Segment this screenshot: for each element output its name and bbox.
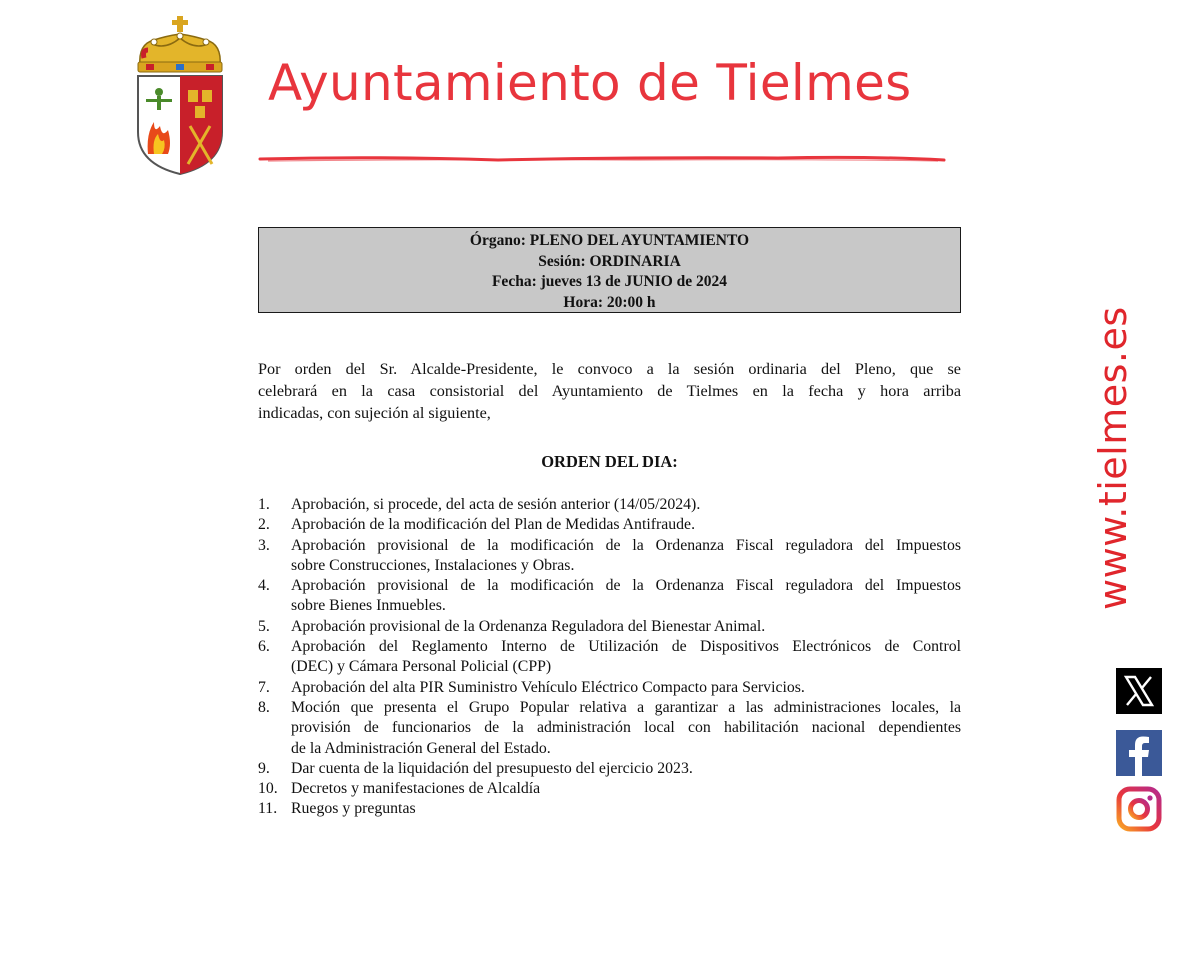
agenda-item-line: Aprobación provisional de la modificación de la Ordenanza Fiscal reguladora del Impuestos — [291, 577, 961, 595]
intro-line: celebrará en la casa consistorial del Ayuntamiento de Tielmes en la fecha y hora arriba — [258, 382, 961, 400]
agenda-item-line: Aprobación del alta PIR Suministro Vehículo Eléctrico Compacto para Servicios. — [291, 678, 805, 696]
website-link[interactable]: www.tielmes.es — [1091, 306, 1135, 610]
agenda-item-number: 6. — [258, 638, 270, 656]
agenda-item-text — [291, 759, 961, 779]
agenda-item-text — [291, 536, 961, 577]
agenda-item-line: Aprobación provisional de la Ordenanza Reguladora del Bienestar Animal. — [291, 617, 766, 635]
agenda-item — [258, 779, 961, 799]
agenda-item-text — [291, 617, 961, 637]
agenda-item-line: (DEC) y Cámara Personal Policial (CPP) — [291, 658, 552, 676]
session-info-box — [258, 227, 961, 313]
x-icon[interactable] — [1116, 668, 1162, 714]
agenda-item-number: 1. — [258, 496, 270, 513]
agenda-item-line: sobre Bienes Inmuebles. — [291, 597, 446, 615]
agenda-list — [258, 495, 961, 820]
agenda-item — [258, 799, 961, 819]
agenda-item-text — [291, 637, 961, 678]
agenda-item — [258, 515, 961, 535]
agenda-title: ORDEN DEL DIA: — [541, 452, 678, 471]
agenda-item-number: 2. — [258, 516, 270, 534]
intro-line: indicadas, con sujeción al siguiente, — [258, 404, 491, 422]
agenda-item — [258, 495, 961, 515]
agenda-item — [258, 536, 961, 577]
agenda-item — [258, 759, 961, 779]
coat-of-arms-icon — [132, 14, 228, 176]
intro-paragraph — [258, 358, 961, 424]
agenda-item — [258, 678, 961, 698]
agenda-item-line: sobre Construcciones, Instalaciones y Obras. — [291, 556, 575, 574]
agenda-item-text — [291, 678, 961, 698]
page-title: Ayuntamiento de Tielmes — [268, 54, 912, 112]
agenda-item — [258, 617, 961, 637]
session-date: Fecha: jueves 13 de JUNIO de 2024 — [491, 273, 728, 290]
instagram-icon[interactable] — [1116, 786, 1162, 832]
agenda-item-line: Aprobación del Reglamento Interno de Utilización de Dispositivos Electrónicos de Control — [291, 638, 961, 656]
agenda-item-text — [291, 495, 961, 515]
agenda-item-line: Aprobación de la modificación del Plan de Medidas Antifraude. — [291, 516, 696, 534]
agenda-item-line: Aprobación, si procede, del acta de sesión anterior (14/05/2024). — [291, 496, 701, 513]
agenda-item-number: 9. — [258, 759, 270, 777]
title-underline — [258, 152, 946, 166]
agenda-item-number: 5. — [258, 617, 270, 635]
intro-line: Por orden del Sr. Alcalde-Presidente, le convoco a la sesión ordinaria del Pleno, que se — [258, 360, 961, 378]
agenda-item-line: provisión de funcionarios de la administración local con habilitación nacional dependientes — [291, 719, 961, 737]
agenda-item-text — [291, 576, 961, 617]
agenda-item-line: de la Administración General del Estado. — [291, 739, 551, 757]
agenda-item-text — [291, 515, 961, 535]
agenda-item-number: 4. — [258, 577, 270, 595]
agenda-item-number: 3. — [258, 536, 270, 554]
agenda-item-text — [291, 779, 961, 799]
facebook-icon[interactable] — [1116, 730, 1162, 776]
agenda-item-text — [291, 799, 961, 819]
agenda-item-text — [291, 698, 961, 759]
session-organ: Órgano: PLENO DEL AYUNTAMIENTO — [469, 232, 750, 249]
agenda-item-line: Ruegos y preguntas — [291, 800, 416, 818]
agenda-item — [258, 698, 961, 759]
agenda-item-line: Dar cuenta de la liquidación del presupuesto del ejercicio 2023. — [291, 759, 693, 777]
agenda-item — [258, 576, 961, 617]
agenda-item-number: 11. — [258, 800, 278, 818]
agenda-item-number: 8. — [258, 698, 270, 716]
agenda-item-line: Moción que presenta el Grupo Popular relativa a garantizar a las administraciones locales, la — [291, 698, 961, 716]
session-time: Hora: 20:00 h — [563, 293, 656, 311]
session-type: Sesión: ORDINARIA — [538, 252, 681, 270]
agenda-item-number: 10. — [258, 780, 278, 798]
agenda-item-number: 7. — [258, 678, 270, 696]
agenda-item — [258, 637, 961, 678]
agenda-item-line: Decretos y manifestaciones de Alcaldía — [291, 780, 541, 798]
agenda-item-line: Aprobación provisional de la modificación de la Ordenanza Fiscal reguladora del Impuestos — [291, 536, 961, 554]
